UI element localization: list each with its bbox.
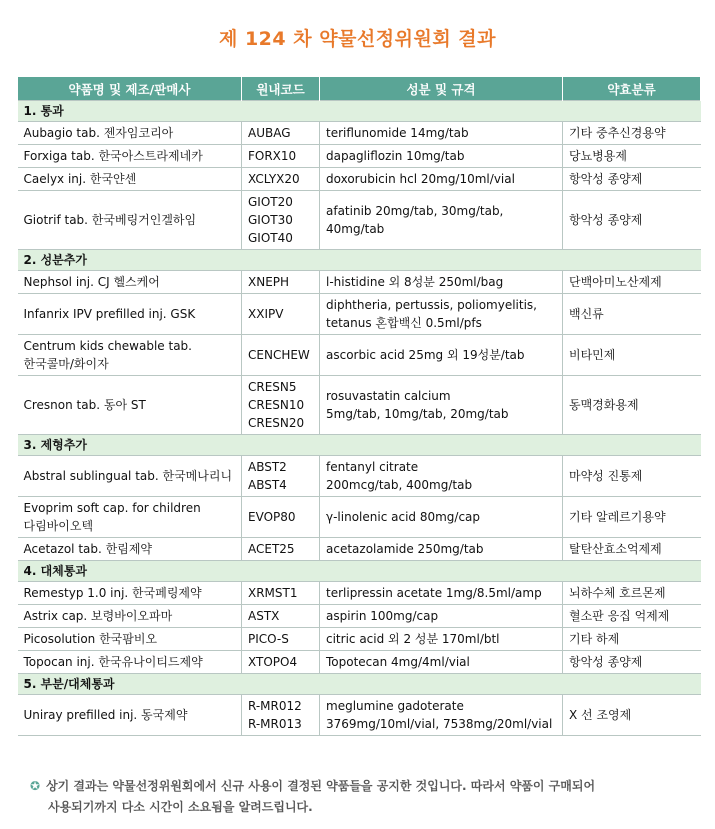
drug-name-cell [18, 628, 242, 651]
section-row [18, 101, 701, 122]
table-row [18, 191, 701, 250]
code-cell [242, 191, 320, 250]
drug-name-line: 한국콜마/화이자 [23, 357, 109, 371]
drug-name-line: Abstral sublingual tab. 한국메나리니 [23, 469, 233, 483]
drug-name-cell [18, 335, 242, 376]
section-label: 1. 통과 [18, 101, 701, 122]
ingredient-cell [320, 376, 563, 435]
table-body [18, 101, 701, 736]
ingredient-cell [320, 582, 563, 605]
table-row [18, 605, 701, 628]
code-cell [242, 538, 320, 561]
ingredient-cell [320, 145, 563, 168]
drug-name-cell [18, 145, 242, 168]
drug-name-cell [18, 294, 242, 335]
drug-class-cell: 백신류 [563, 294, 701, 335]
drug-name-line: Uniray prefilled inj. 동국제약 [23, 708, 188, 722]
code-cell [242, 376, 320, 435]
drug-name-line: Evoprim soft cap. for children [23, 501, 201, 515]
ingredient-line: diphtheria, pertussis, poliomyelitis, [326, 298, 537, 312]
drug-class-cell: 혈소판 응집 억제제 [563, 605, 701, 628]
table-row [18, 497, 701, 538]
section-label: 3. 제형추가 [18, 435, 701, 456]
ingredient-cell [320, 335, 563, 376]
drug-name-line: Remestyp 1.0 inj. 한국페링제약 [23, 586, 202, 600]
header-drug-name: 약품명 및 제조/판매사 [18, 77, 242, 101]
ingredient-cell [320, 628, 563, 651]
code-cell [242, 456, 320, 497]
page-title: 제 124 차 약물선정위원회 결과 [218, 28, 496, 50]
footnote-line-1: 상기 결과는 약물선정위원회에서 신규 사용이 결정된 약품들을 공지한 것입니다. 따라서 약품이 구매되어 [46, 779, 596, 793]
drug-class-cell: 항악성 종양제 [563, 191, 701, 250]
code-cell [242, 168, 320, 191]
ingredient-line: afatinib 20mg/tab, 30mg/tab, 40mg/tab [326, 204, 504, 236]
drug-results-table [17, 77, 701, 736]
ingredient-cell [320, 294, 563, 335]
drug-name-cell [18, 168, 242, 191]
code-line: XNEPH [248, 275, 290, 289]
ingredient-line: 5mg/tab, 10mg/tab, 20mg/tab [326, 407, 509, 421]
drug-class-cell: 동맥경화용제 [563, 376, 701, 435]
header-class: 약효분류 [563, 77, 701, 101]
drug-name-cell [18, 122, 242, 145]
section-row [18, 250, 701, 271]
ingredient-cell [320, 456, 563, 497]
code-line: GIOT20 [248, 195, 293, 209]
code-line: XXIPV [248, 307, 284, 321]
section-row [18, 435, 701, 456]
table-row [18, 538, 701, 561]
table-row [18, 456, 701, 497]
drug-class-cell: 기타 하제 [563, 628, 701, 651]
code-cell [242, 145, 320, 168]
table-header-row [18, 77, 701, 101]
drug-name-cell [18, 582, 242, 605]
drug-name-line: 다림바이오텍 [23, 519, 94, 533]
ingredient-line: 200mcg/tab, 400mg/tab [326, 478, 473, 492]
drug-class-cell: 기타 알레르기용약 [563, 497, 701, 538]
table-row [18, 651, 701, 674]
ingredient-line: l-histidine 외 8성분 250ml/bag [326, 275, 504, 289]
drug-name-line: Topocan inj. 한국유나이티드제약 [23, 655, 203, 669]
ingredient-line: ascorbic acid 25mg 외 19성분/tab [326, 348, 525, 362]
code-cell [242, 294, 320, 335]
drug-name-line: Infanrix IPV prefilled inj. GSK [23, 307, 196, 321]
table-row [18, 122, 701, 145]
drug-class-cell: 항악성 종양제 [563, 168, 701, 191]
drug-name-cell [18, 456, 242, 497]
drug-name-line: Picosolution 한국팜비오 [23, 632, 158, 646]
ingredient-line: terlipressin acetate 1mg/8.5ml/amp [326, 586, 542, 600]
code-line: XRMST1 [248, 586, 298, 600]
ingredient-line: γ-linolenic acid 80mg/cap [326, 510, 481, 524]
drug-name-line: Centrum kids chewable tab. [23, 339, 192, 353]
table-row [18, 168, 701, 191]
code-line: ACET25 [248, 542, 295, 556]
ingredient-line: Topotecan 4mg/4ml/vial [326, 655, 470, 669]
code-line: PICO-S [248, 632, 289, 646]
drug-name-cell [18, 605, 242, 628]
code-cell [242, 335, 320, 376]
footnote [30, 776, 698, 818]
drug-class-cell: X 선 조영제 [563, 695, 701, 736]
drug-name-line: Astrix cap. 보령바이오파마 [23, 609, 173, 623]
section-row [18, 674, 701, 695]
code-cell [242, 122, 320, 145]
code-cell [242, 605, 320, 628]
ingredient-line: tetanus 혼합백신 0.5ml/pfs [326, 316, 482, 330]
table-row [18, 628, 701, 651]
drug-name-line: Nephsol inj. CJ 헬스케어 [23, 275, 160, 289]
ingredient-line: doxorubicin hcl 20mg/10ml/vial [326, 172, 515, 186]
code-line: GIOT40 [248, 231, 293, 245]
drug-class-cell: 기타 중추신경용약 [563, 122, 701, 145]
drug-name-line: Aubagio tab. 젠자임코리아 [23, 126, 174, 140]
drug-class-cell: 비타민제 [563, 335, 701, 376]
code-line: R-MR013 [248, 717, 302, 731]
header-ingredient: 성분 및 규격 [320, 77, 563, 101]
ingredient-line: rosuvastatin calcium [326, 389, 451, 403]
section-row [18, 561, 701, 582]
drug-class-cell: 탈탄산효소억제제 [563, 538, 701, 561]
code-line: GIOT30 [248, 213, 293, 227]
drug-name-line: Forxiga tab. 한국아스트라제네카 [23, 149, 203, 163]
code-line: XCLYX20 [248, 172, 300, 186]
drug-name-line: Acetazol tab. 한림제약 [23, 542, 152, 556]
ingredient-line: meglumine gadoterate [326, 699, 464, 713]
drug-name-line: Cresnon tab. 동아 ST [23, 398, 146, 412]
star-icon: ✪ [30, 779, 41, 793]
table-row [18, 271, 701, 294]
ingredient-cell [320, 695, 563, 736]
ingredient-cell [320, 651, 563, 674]
drug-name-line: Caelyx inj. 한국얀센 [23, 172, 137, 186]
code-line: CRESN5 [248, 380, 297, 394]
footnote-line-2: 사용되기까지 다소 시간이 소요됨을 알려드립니다. [48, 800, 313, 814]
ingredient-line: teriflunomide 14mg/tab [326, 126, 469, 140]
code-cell [242, 695, 320, 736]
drug-name-line: Giotrif tab. 한국베링거인겔하임 [23, 213, 197, 227]
ingredient-line: aspirin 100mg/cap [326, 609, 439, 623]
section-label: 5. 부분/대체통과 [18, 674, 701, 695]
drug-name-cell [18, 376, 242, 435]
code-line: FORX10 [248, 149, 297, 163]
ingredient-cell [320, 538, 563, 561]
ingredient-line: citric acid 외 2 성분 170ml/btl [326, 632, 500, 646]
ingredient-cell [320, 605, 563, 628]
code-line: CRESN20 [248, 416, 305, 430]
table-row [18, 335, 701, 376]
drug-class-cell: 마약성 진통제 [563, 456, 701, 497]
drug-name-cell [18, 271, 242, 294]
ingredient-cell [320, 191, 563, 250]
drug-name-cell [18, 651, 242, 674]
drug-name-cell [18, 538, 242, 561]
drug-class-cell: 항악성 종양제 [563, 651, 701, 674]
drug-class-cell: 단백아미노산제제 [563, 271, 701, 294]
drug-name-cell [18, 191, 242, 250]
drug-name-cell [18, 497, 242, 538]
code-cell [242, 497, 320, 538]
table-row [18, 145, 701, 168]
ingredient-line: dapagliflozin 10mg/tab [326, 149, 465, 163]
code-line: AUBAG [248, 126, 291, 140]
code-cell [242, 651, 320, 674]
ingredient-cell [320, 497, 563, 538]
ingredient-cell [320, 122, 563, 145]
drug-class-cell: 당뇨병용제 [563, 145, 701, 168]
table-row [18, 376, 701, 435]
code-line: R-MR012 [248, 699, 302, 713]
code-line: CRESN10 [248, 398, 305, 412]
drug-class-cell: 뇌하수체 호르몬제 [563, 582, 701, 605]
ingredient-cell [320, 168, 563, 191]
code-cell [242, 271, 320, 294]
code-line: ASTX [248, 609, 280, 623]
ingredient-line: fentanyl citrate [326, 460, 419, 474]
code-cell [242, 628, 320, 651]
drug-name-cell [18, 695, 242, 736]
header-code: 원내코드 [242, 77, 320, 101]
code-cell [242, 582, 320, 605]
table-row [18, 582, 701, 605]
table-row [18, 695, 701, 736]
ingredient-line: acetazolamide 250mg/tab [326, 542, 484, 556]
ingredient-cell [320, 271, 563, 294]
table-row [18, 294, 701, 335]
code-line: XTOPO4 [248, 655, 298, 669]
code-line: ABST4 [248, 478, 287, 492]
section-label: 2. 성분추가 [18, 250, 701, 271]
code-line: ABST2 [248, 460, 287, 474]
code-line: CENCHEW [248, 348, 310, 362]
ingredient-line: 3769mg/10ml/vial, 7538mg/20ml/vial [326, 717, 553, 731]
code-line: EVOP80 [248, 510, 296, 524]
section-label: 4. 대체통과 [18, 561, 701, 582]
